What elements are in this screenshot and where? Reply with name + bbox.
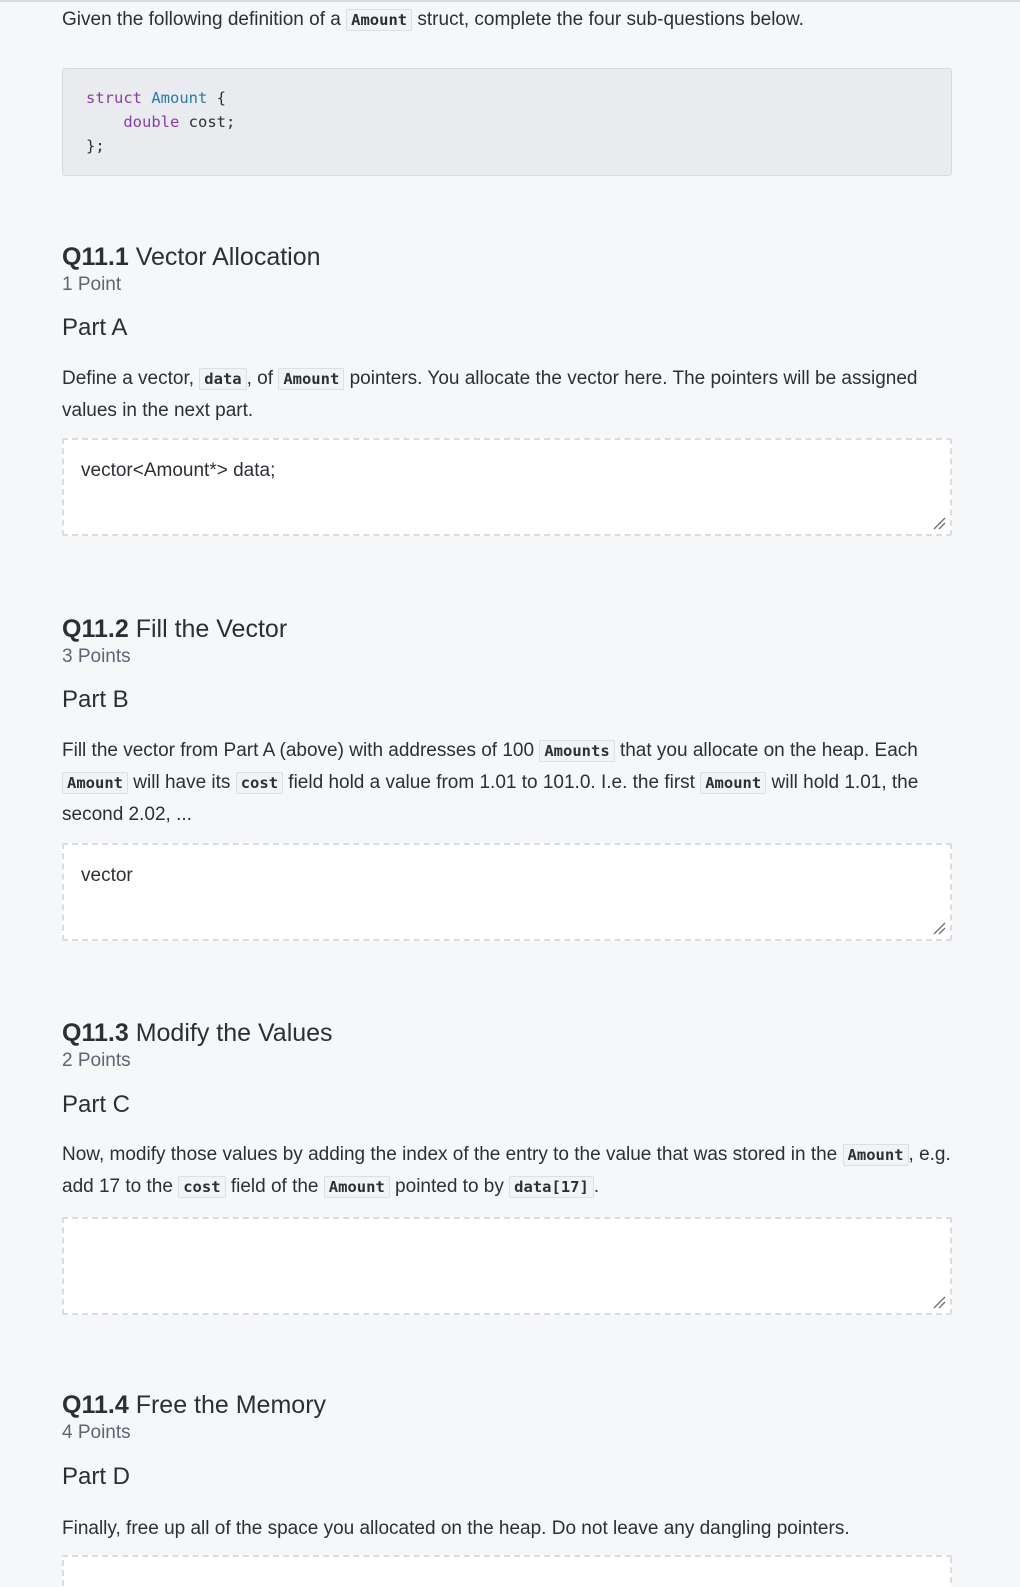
code-line-2 bbox=[86, 110, 235, 134]
code-keyword: double bbox=[123, 113, 180, 131]
resize-handle-icon[interactable] bbox=[932, 1295, 946, 1309]
prompt-text: . bbox=[593, 1176, 600, 1197]
prompt-code: Amount bbox=[324, 1176, 390, 1198]
part-heading: Part B bbox=[62, 686, 129, 713]
resize-handle-icon[interactable] bbox=[932, 921, 946, 935]
resize-handle-icon[interactable] bbox=[932, 516, 946, 530]
question-number: Q11.2 bbox=[62, 615, 129, 643]
prompt-text: , of bbox=[246, 368, 279, 389]
code-type: Amount bbox=[151, 89, 208, 107]
answer-text: vector<Amount*> data; bbox=[81, 460, 276, 481]
question-points: 3 Points bbox=[62, 646, 131, 667]
question-points: 2 Points bbox=[62, 1050, 131, 1071]
code-indent bbox=[86, 113, 123, 131]
prompt-text: field of the bbox=[225, 1176, 324, 1197]
prompt-code: cost bbox=[236, 772, 283, 794]
intro-text bbox=[62, 6, 804, 34]
answer-textarea-q11-2[interactable] bbox=[62, 843, 952, 941]
prompt-text: , e.g. add 17 to the bbox=[62, 1144, 951, 1197]
prompt-text: pointers. You allocate the vector here. The pointers will be assigned values in the next part. bbox=[62, 368, 918, 421]
question-prompt bbox=[62, 735, 952, 831]
part-heading: Part D bbox=[62, 1463, 131, 1490]
prompt-code: data[17] bbox=[509, 1176, 594, 1198]
intro-after: struct, complete the four sub-questions below. bbox=[417, 9, 804, 30]
question-title-text: Modify the Values bbox=[135, 1019, 333, 1047]
prompt-text: that you allocate on the heap. Each bbox=[614, 740, 918, 761]
question-title-text: Free the Memory bbox=[135, 1391, 327, 1419]
question-points: 4 Points bbox=[62, 1422, 131, 1443]
code-line-3 bbox=[86, 134, 105, 158]
question-title-text: Vector Allocation bbox=[135, 243, 321, 271]
question-title-q11-2 bbox=[62, 614, 287, 644]
prompt-code: cost bbox=[178, 1176, 225, 1198]
question-title-text: Fill the Vector bbox=[135, 615, 288, 643]
code-keyword: struct bbox=[86, 89, 142, 107]
prompt-code: Amount bbox=[62, 772, 128, 794]
part-heading: Part A bbox=[62, 314, 128, 341]
code-line-1 bbox=[86, 86, 226, 110]
part-heading: Part C bbox=[62, 1091, 131, 1118]
prompt-text: will have its bbox=[128, 772, 236, 793]
question-title-q11-4 bbox=[62, 1390, 326, 1420]
prompt-text: Define a vector, bbox=[62, 368, 200, 389]
prompt-code: Amount bbox=[700, 772, 766, 794]
prompt-text: field hold a value from 1.01 to 101.0. I.e. the first bbox=[283, 772, 701, 793]
question-title-q11-3 bbox=[62, 1018, 333, 1048]
question-points: 1 Point bbox=[62, 274, 122, 295]
prompt-code: Amounts bbox=[539, 740, 614, 762]
question-prompt bbox=[62, 1513, 952, 1545]
struct-code-block bbox=[62, 68, 952, 176]
prompt-code: data bbox=[199, 368, 246, 390]
answer-textarea-q11-4[interactable] bbox=[62, 1555, 952, 1587]
code-text: { bbox=[207, 89, 227, 107]
top-divider bbox=[0, 0, 1020, 2]
intro-before: Given the following definition of a bbox=[62, 9, 341, 30]
answer-text: vector bbox=[81, 865, 133, 886]
prompt-code: Amount bbox=[278, 368, 344, 390]
question-number: Q11.1 bbox=[62, 243, 129, 271]
prompt-text: Finally, free up all of the space you allocated on the heap. Do not leave any dangling pointers. bbox=[62, 1518, 850, 1539]
answer-textarea-q11-3[interactable] bbox=[62, 1217, 952, 1315]
question-prompt bbox=[62, 1139, 952, 1203]
prompt-text: will hold 1.01, the second 2.02, ... bbox=[62, 772, 919, 825]
intro-code: Amount bbox=[346, 9, 412, 31]
prompt-text: Fill the vector from Part A (above) with addresses of 100 bbox=[62, 740, 540, 761]
prompt-text: Now, modify those values by adding the index of the entry to the value that was stored in the bbox=[62, 1144, 843, 1165]
answer-textarea-q11-1[interactable] bbox=[62, 438, 952, 536]
question-number: Q11.4 bbox=[62, 1391, 129, 1419]
question-prompt bbox=[62, 363, 952, 427]
prompt-code: Amount bbox=[843, 1144, 909, 1166]
prompt-text: pointed to by bbox=[389, 1176, 510, 1197]
code-text: }; bbox=[86, 137, 105, 155]
question-number: Q11.3 bbox=[62, 1019, 129, 1047]
code-text: cost; bbox=[179, 113, 236, 131]
question-title-q11-1 bbox=[62, 242, 321, 272]
